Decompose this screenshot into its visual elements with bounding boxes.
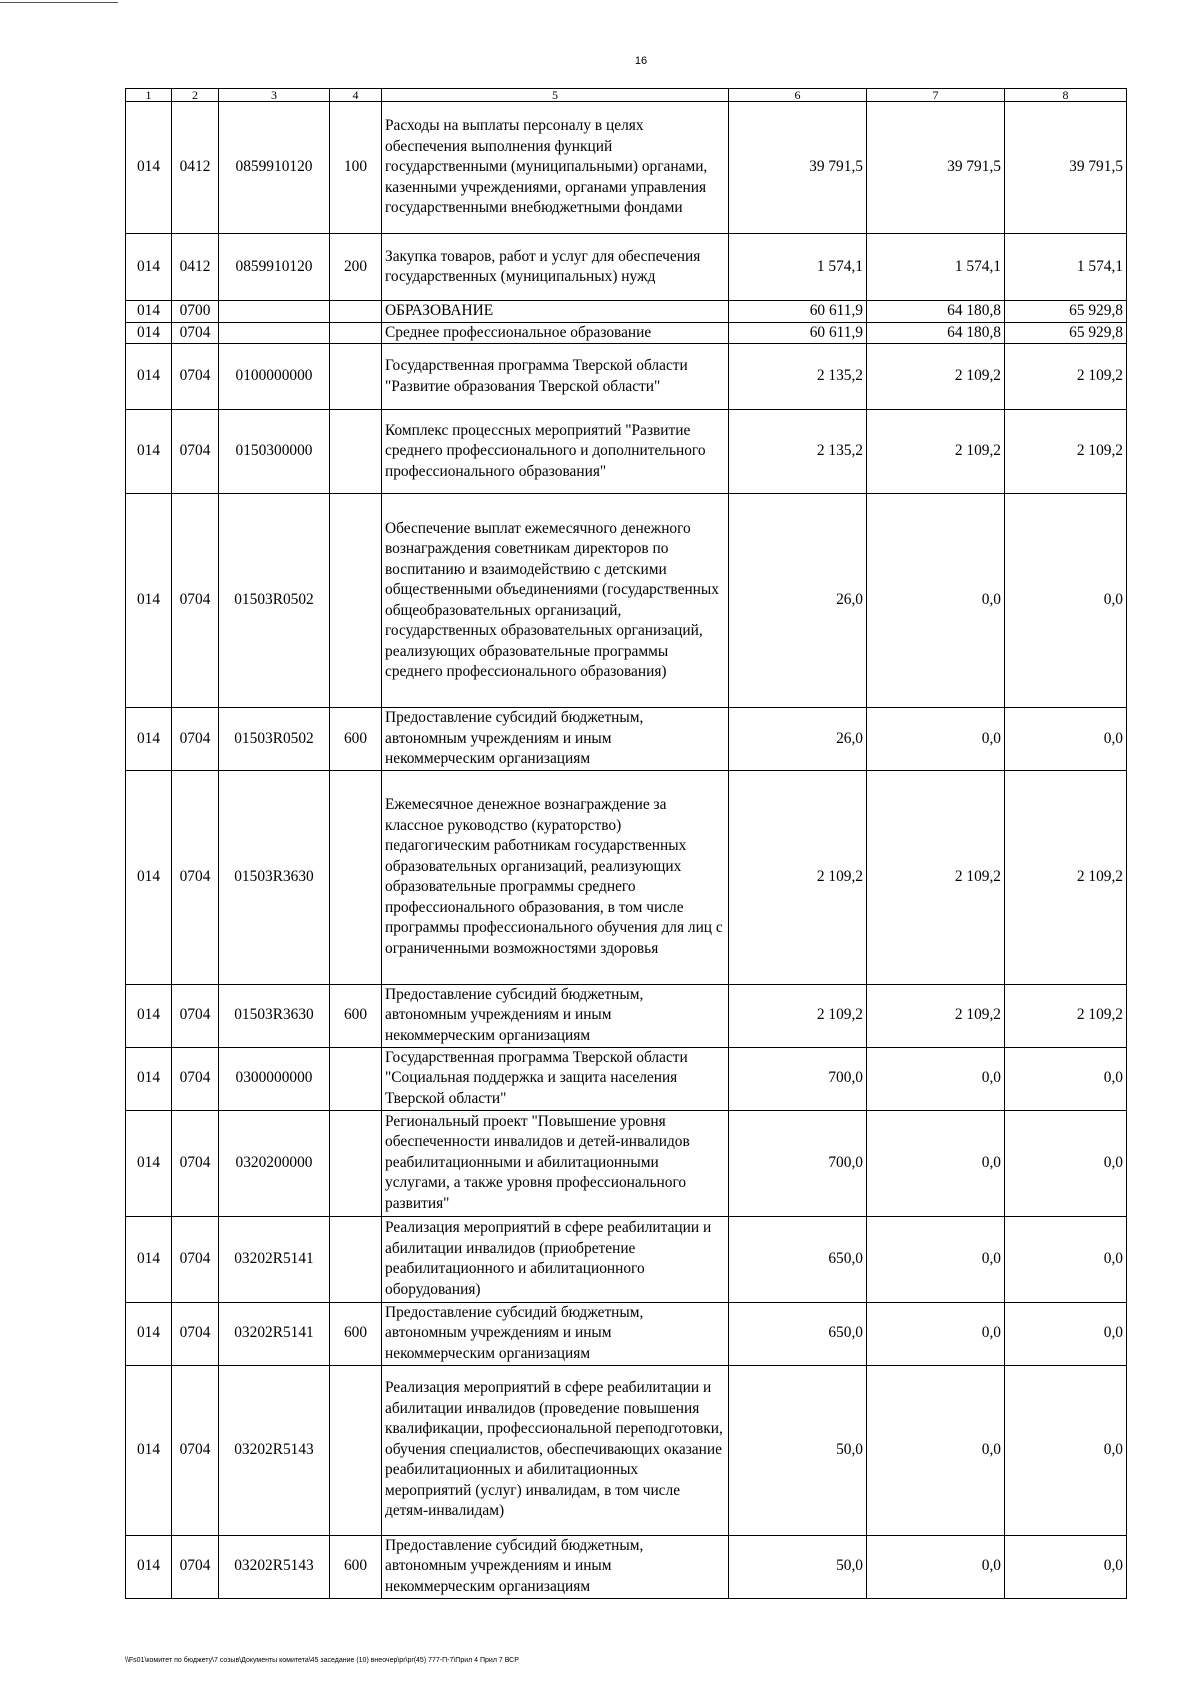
expense-type-code: 600	[330, 708, 382, 771]
expense-type-code: 600	[330, 984, 382, 1047]
expense-type-code: 600	[330, 1302, 382, 1365]
amount-col-8: 65 929,8	[1005, 322, 1127, 344]
target-article-code	[219, 322, 330, 344]
row-description: Обеспечение выплат ежемесячного денежного вознаграждения советникам директоров по воспитанию и взаимодействию с детскими общественными объединениями (государственных общеобразовательных организаций, государственных образовательных организаций, реализующих образовательные программы среднего профессионального образования)	[382, 494, 729, 708]
table-row	[126, 301, 1127, 323]
section-code: 0704	[172, 770, 219, 984]
amount-col-6: 2 135,2	[729, 410, 867, 494]
table-row	[126, 102, 1127, 234]
section-code: 0704	[172, 494, 219, 708]
target-article-code: 0859910120	[219, 102, 330, 234]
column-header: 5	[382, 89, 729, 102]
section-code: 0704	[172, 410, 219, 494]
table-row	[126, 770, 1127, 984]
amount-col-8: 2 109,2	[1005, 984, 1127, 1047]
target-article-code: 01503R0502	[219, 708, 330, 771]
section-code: 0412	[172, 102, 219, 234]
ministry-code: 014	[126, 984, 172, 1047]
ministry-code: 014	[126, 1365, 172, 1535]
amount-col-6: 700,0	[729, 1047, 867, 1110]
amount-col-6: 39 791,5	[729, 102, 867, 234]
amount-col-6: 60 611,9	[729, 301, 867, 323]
amount-col-7: 0,0	[867, 1302, 1005, 1365]
ministry-code: 014	[126, 1302, 172, 1365]
amount-col-7: 2 109,2	[867, 770, 1005, 984]
amount-col-7: 1 574,1	[867, 234, 1005, 301]
row-description: Предоставление субсидий бюджетным, автономным учреждениям и иным некоммерческим организациям	[382, 1535, 729, 1598]
target-article-code: 01503R3630	[219, 770, 330, 984]
row-description: Реализация мероприятий в сфере реабилитации и абилитации инвалидов (приобретение реабилитационного и абилитационного оборудования)	[382, 1216, 729, 1302]
expense-type-code: 200	[330, 234, 382, 301]
amount-col-7: 2 109,2	[867, 984, 1005, 1047]
amount-col-7: 0,0	[867, 1216, 1005, 1302]
ministry-code: 014	[126, 770, 172, 984]
ministry-code: 014	[126, 708, 172, 771]
column-header: 4	[330, 89, 382, 102]
amount-col-6: 26,0	[729, 494, 867, 708]
table-row	[126, 1216, 1127, 1302]
row-description: Предоставление субсидий бюджетным, автономным учреждениям и иным некоммерческим организациям	[382, 984, 729, 1047]
row-description: Закупка товаров, работ и услуг для обеспечения государственных (муниципальных) нужд	[382, 234, 729, 301]
amount-col-8: 0,0	[1005, 1365, 1127, 1535]
amount-col-8: 65 929,8	[1005, 301, 1127, 323]
target-article-code: 03202R5141	[219, 1216, 330, 1302]
row-description: Реализация мероприятий в сфере реабилитации и абилитации инвалидов (проведение повышения квалификации, профессиональной переподготовки, обучения специалистов, обеспечивающих оказание реабилитационных и абилитационных мероприятий (услуг) инвалидам, в том числе детям-инвалидам)	[382, 1365, 729, 1535]
amount-col-8: 0,0	[1005, 1110, 1127, 1216]
amount-col-6: 1 574,1	[729, 234, 867, 301]
target-article-code: 0859910120	[219, 234, 330, 301]
section-code: 0704	[172, 1110, 219, 1216]
ministry-code: 014	[126, 301, 172, 323]
ministry-code: 014	[126, 410, 172, 494]
section-code: 0704	[172, 322, 219, 344]
target-article-code: 01503R3630	[219, 984, 330, 1047]
amount-col-7: 39 791,5	[867, 102, 1005, 234]
row-description: Региональный проект "Повышение уровня обеспеченности инвалидов и детей-инвалидов реабилитационными и абилитационными услугами, а также уровня профессионального развития"	[382, 1110, 729, 1216]
row-description: Государственная программа Тверской области "Развитие образования Тверской области"	[382, 344, 729, 410]
target-article-code: 01503R0502	[219, 494, 330, 708]
amount-col-6: 650,0	[729, 1302, 867, 1365]
table-row	[126, 234, 1127, 301]
table-row	[126, 708, 1127, 771]
amount-col-7: 0,0	[867, 1365, 1005, 1535]
table-row	[126, 1535, 1127, 1598]
expense-type-code: 100	[330, 102, 382, 234]
target-article-code: 0150300000	[219, 410, 330, 494]
expense-type-code	[330, 1047, 382, 1110]
column-header: 8	[1005, 89, 1127, 102]
expense-type-code	[330, 344, 382, 410]
corner-rule	[0, 2, 118, 3]
expense-type-code: 600	[330, 1535, 382, 1598]
amount-col-8: 0,0	[1005, 708, 1127, 771]
amount-col-8: 1 574,1	[1005, 234, 1127, 301]
row-description: Предоставление субсидий бюджетным, автономным учреждениям и иным некоммерческим организациям	[382, 708, 729, 771]
page-number: 16	[634, 55, 648, 67]
amount-col-6: 2 109,2	[729, 770, 867, 984]
amount-col-6: 700,0	[729, 1110, 867, 1216]
table-row	[126, 1365, 1127, 1535]
amount-col-6: 50,0	[729, 1365, 867, 1535]
row-description: Комплекс процессных мероприятий "Развитие среднего профессионального и дополнительного профессионального образования"	[382, 410, 729, 494]
amount-col-8: 0,0	[1005, 1302, 1127, 1365]
column-header: 6	[729, 89, 867, 102]
expense-type-code	[330, 1110, 382, 1216]
ministry-code: 014	[126, 234, 172, 301]
column-header: 1	[126, 89, 172, 102]
row-description: Государственная программа Тверской области "Социальная поддержка и защита населения Тверской области"	[382, 1047, 729, 1110]
target-article-code: 03202R5143	[219, 1365, 330, 1535]
ministry-code: 014	[126, 1216, 172, 1302]
amount-col-6: 2 135,2	[729, 344, 867, 410]
ministry-code: 014	[126, 344, 172, 410]
amount-col-8: 2 109,2	[1005, 770, 1127, 984]
amount-col-6: 50,0	[729, 1535, 867, 1598]
amount-col-8: 0,0	[1005, 1535, 1127, 1598]
table-row	[126, 344, 1127, 410]
section-code: 0412	[172, 234, 219, 301]
amount-col-7: 0,0	[867, 1110, 1005, 1216]
amount-col-7: 0,0	[867, 494, 1005, 708]
section-code: 0704	[172, 708, 219, 771]
ministry-code: 014	[126, 102, 172, 234]
amount-col-6: 650,0	[729, 1216, 867, 1302]
section-code: 0704	[172, 1535, 219, 1598]
amount-col-7: 64 180,8	[867, 322, 1005, 344]
ministry-code: 014	[126, 322, 172, 344]
table-row	[126, 1302, 1127, 1365]
section-code: 0704	[172, 1365, 219, 1535]
row-description: Ежемесячное денежное вознаграждение за классное руководство (кураторство) педагогическим работникам государственных образовательных организаций, реализующих образовательные программы среднего профессионального образования, в том числе программы профессионального обучения для лиц с ограниченными возможностями здоровья	[382, 770, 729, 984]
row-description: ОБРАЗОВАНИЕ	[382, 301, 729, 323]
amount-col-7: 2 109,2	[867, 410, 1005, 494]
row-description: Предоставление субсидий бюджетным, автономным учреждениям и иным некоммерческим организациям	[382, 1302, 729, 1365]
column-header: 7	[867, 89, 1005, 102]
target-article-code: 0320200000	[219, 1110, 330, 1216]
amount-col-8: 0,0	[1005, 494, 1127, 708]
table-row	[126, 410, 1127, 494]
target-article-code	[219, 301, 330, 323]
column-header: 3	[219, 89, 330, 102]
amount-col-7: 64 180,8	[867, 301, 1005, 323]
amount-col-7: 0,0	[867, 1047, 1005, 1110]
row-description: Среднее профессиональное образование	[382, 322, 729, 344]
amount-col-8: 39 791,5	[1005, 102, 1127, 234]
expense-type-code	[330, 1216, 382, 1302]
amount-col-8: 0,0	[1005, 1216, 1127, 1302]
amount-col-8: 2 109,2	[1005, 344, 1127, 410]
amount-col-6: 60 611,9	[729, 322, 867, 344]
ministry-code: 014	[126, 494, 172, 708]
row-description: Расходы на выплаты персоналу в целях обеспечения выполнения функций государственными (муниципальными) органами, казенными учреждениями, органами управления государственными внебюджетными фондами	[382, 102, 729, 234]
table-row	[126, 1110, 1127, 1216]
amount-col-6: 2 109,2	[729, 984, 867, 1047]
file-path-footer: \\Fs01\комитет по бюджету\7 созыв\Документы комитета\45 заседание (10) внеочер\pr\pr(45) 777-П-7\Прил 4 Прил 7 ВСР	[125, 1657, 519, 1664]
table-row	[126, 322, 1127, 344]
table-row	[126, 984, 1127, 1047]
section-code: 0704	[172, 1302, 219, 1365]
expense-type-code	[330, 1365, 382, 1535]
amount-col-7: 0,0	[867, 708, 1005, 771]
expense-type-code	[330, 301, 382, 323]
target-article-code: 03202R5141	[219, 1302, 330, 1365]
section-code: 0704	[172, 1216, 219, 1302]
section-code: 0700	[172, 301, 219, 323]
ministry-code: 014	[126, 1110, 172, 1216]
budget-table	[125, 88, 1127, 1599]
expense-type-code	[330, 322, 382, 344]
expense-type-code	[330, 410, 382, 494]
column-header: 2	[172, 89, 219, 102]
target-article-code: 0100000000	[219, 344, 330, 410]
amount-col-8: 0,0	[1005, 1047, 1127, 1110]
table-row	[126, 1047, 1127, 1110]
target-article-code: 03202R5143	[219, 1535, 330, 1598]
section-code: 0704	[172, 1047, 219, 1110]
amount-col-7: 0,0	[867, 1535, 1005, 1598]
section-code: 0704	[172, 344, 219, 410]
amount-col-8: 2 109,2	[1005, 410, 1127, 494]
expense-type-code	[330, 770, 382, 984]
ministry-code: 014	[126, 1535, 172, 1598]
table-row	[126, 494, 1127, 708]
target-article-code: 0300000000	[219, 1047, 330, 1110]
header-row	[126, 89, 1127, 102]
amount-col-7: 2 109,2	[867, 344, 1005, 410]
ministry-code: 014	[126, 1047, 172, 1110]
expense-type-code	[330, 494, 382, 708]
amount-col-6: 26,0	[729, 708, 867, 771]
section-code: 0704	[172, 984, 219, 1047]
